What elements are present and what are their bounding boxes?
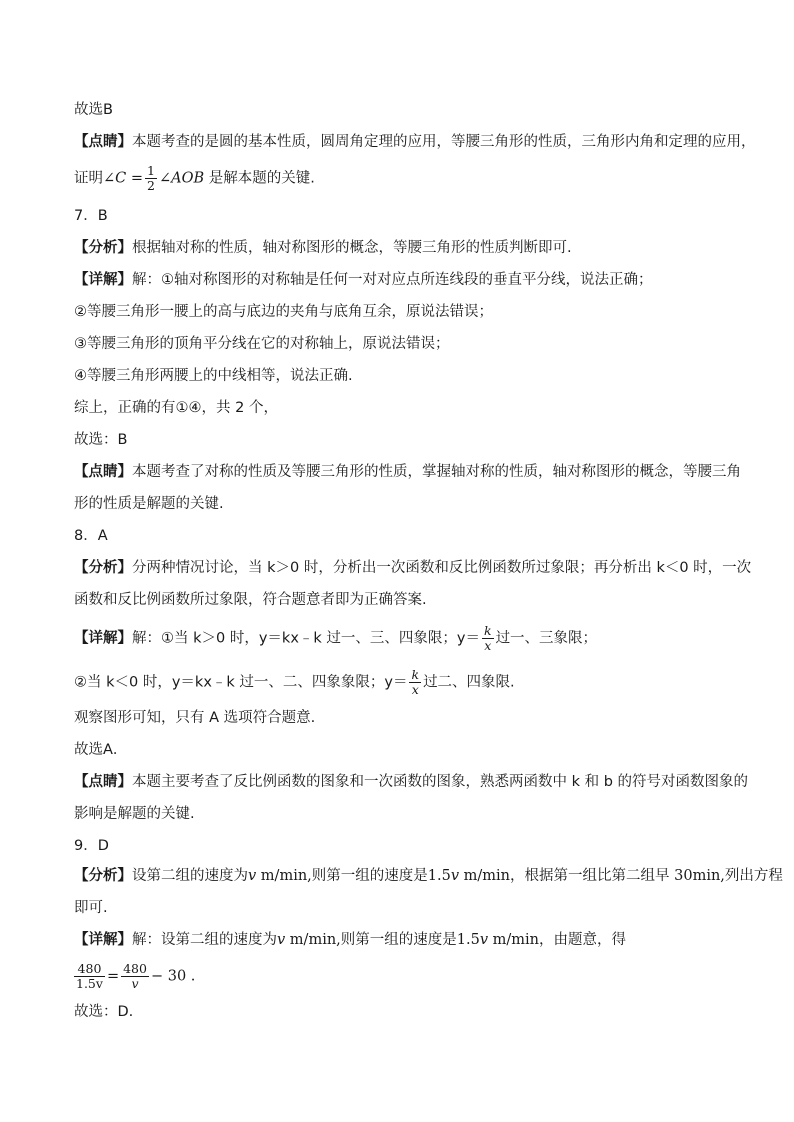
- section-tag: 【详解】: [74, 272, 132, 288]
- text-line: 影响是解题的关键.: [74, 806, 195, 822]
- math-angle-aob: ∠AOB: [158, 170, 205, 187]
- text-line: 即可.: [74, 900, 108, 916]
- math-var-v: v: [479, 932, 489, 948]
- text-line: 故选A．: [74, 742, 128, 758]
- answer-heading: 9．D: [74, 838, 109, 854]
- section-tag: 【详解】: [74, 630, 132, 647]
- analysis-line: 【分析】根据轴对称的性质，轴对称图形的概念，等腰三角形的性质判断即可.: [74, 240, 572, 256]
- text-line: 观察图形可知，只有 A 选项符合题意.: [74, 710, 316, 726]
- detail-line: 【详解】解：①轴对称图形的对称轴是任何一对对应点所连线段的垂直平分线，说法正确；: [74, 272, 653, 288]
- answer-heading: 7．B: [74, 208, 108, 224]
- fraction-480-over-1.5v: $\frac{480}{1.5v}$: [76, 961, 103, 991]
- equation-line: $\frac{480}{1.5v}$ = $\frac{480}{v}$ − 30 .: [76, 961, 196, 991]
- fraction-one-half: $\frac{1}{2}$: [147, 163, 155, 193]
- text-line: 证明∠C = $\frac{1}{2}$ ∠AOB 是解本题的关键.: [74, 163, 315, 193]
- detail-line: 【详解】解：设第二组的速度为v m/min,则第一组的速度是1.5v m/min，由题意，得: [74, 932, 627, 948]
- comment-line: 【点睛】本题主要考查了反比例函数的图象和一次函数的图象，熟悉两函数中 k 和 b 的符号对函数图象的: [74, 774, 749, 790]
- section-tag: 【分析】: [74, 240, 132, 256]
- text-line: 故选：D.: [74, 1004, 134, 1020]
- text-line: 形的性质是解题的关键.: [74, 496, 224, 512]
- text-line: 综上，正确的有①④，共 2 个，: [74, 400, 278, 416]
- section-tag: 【点睛】: [74, 134, 132, 150]
- section-tag: 【点睛】: [74, 464, 132, 480]
- math-var-v: v: [450, 868, 460, 884]
- text-line: ②等腰三角形一腰上的高与底边的夹角与底角互余，原说法错误；: [74, 304, 493, 320]
- text-line: 故选B: [74, 102, 113, 118]
- math-var-v: v: [277, 932, 286, 948]
- math-angle-c: ∠C =: [103, 170, 144, 187]
- analysis-line: 【分析】分两种情况讨论，当 k＞0 时，分析出一次函数和反比例函数所过象限；再分析出 k＜0 时，一次: [74, 560, 752, 576]
- text-line: ②当 k＜0 时，y＝kx﹣k 过一、二、四象象限；y＝ $\frac{k}{x}$ 过二、四象限.: [74, 667, 515, 697]
- analysis-line: 【分析】设第二组的速度为v m/min,则第一组的速度是1.5v m/min，根据第一组比第二组早 30min,列出方程: [74, 868, 783, 884]
- fraction-k-over-x: $\frac{k}{x}$: [483, 623, 492, 653]
- comment-line: 【点睛】本题考查了对称的性质及等腰三角形的性质，掌握轴对称的性质，轴对称图形的概念，等腰三角: [74, 464, 741, 480]
- detail-line: 【详解】解：①当 k＞0 时，y＝kx﹣k 过一、三、四象限；y＝ $\frac{k}{x}$ 过一、三象限；: [74, 623, 598, 653]
- text-line: ④等腰三角形两腰上的中线相等，说法正确.: [74, 368, 353, 384]
- section-tag: 【点睛】: [74, 774, 132, 790]
- text-line: 函数和反比例函数所过象限，符合题意者即为正确答案.: [74, 592, 427, 608]
- fraction-k-over-x: $\frac{k}{x}$: [411, 667, 420, 697]
- text-line: 故选：B: [74, 432, 128, 448]
- math-var-v: v: [248, 868, 257, 884]
- fraction-480-over-v: $\frac{480}{v}$: [123, 961, 147, 991]
- section-tag: 【分析】: [74, 868, 132, 884]
- section-tag: 【详解】: [74, 932, 132, 948]
- section-tag: 【分析】: [74, 560, 132, 576]
- text-line: ③等腰三角形的顶角平分线在它的对称轴上，原说法错误；: [74, 336, 450, 352]
- answer-heading: 8．A: [74, 528, 108, 544]
- comment-line: 【点睛】本题考查的是圆的基本性质，圆周角定理的应用，等腰三角形的性质，三角形内角和定理的应用，: [74, 134, 756, 150]
